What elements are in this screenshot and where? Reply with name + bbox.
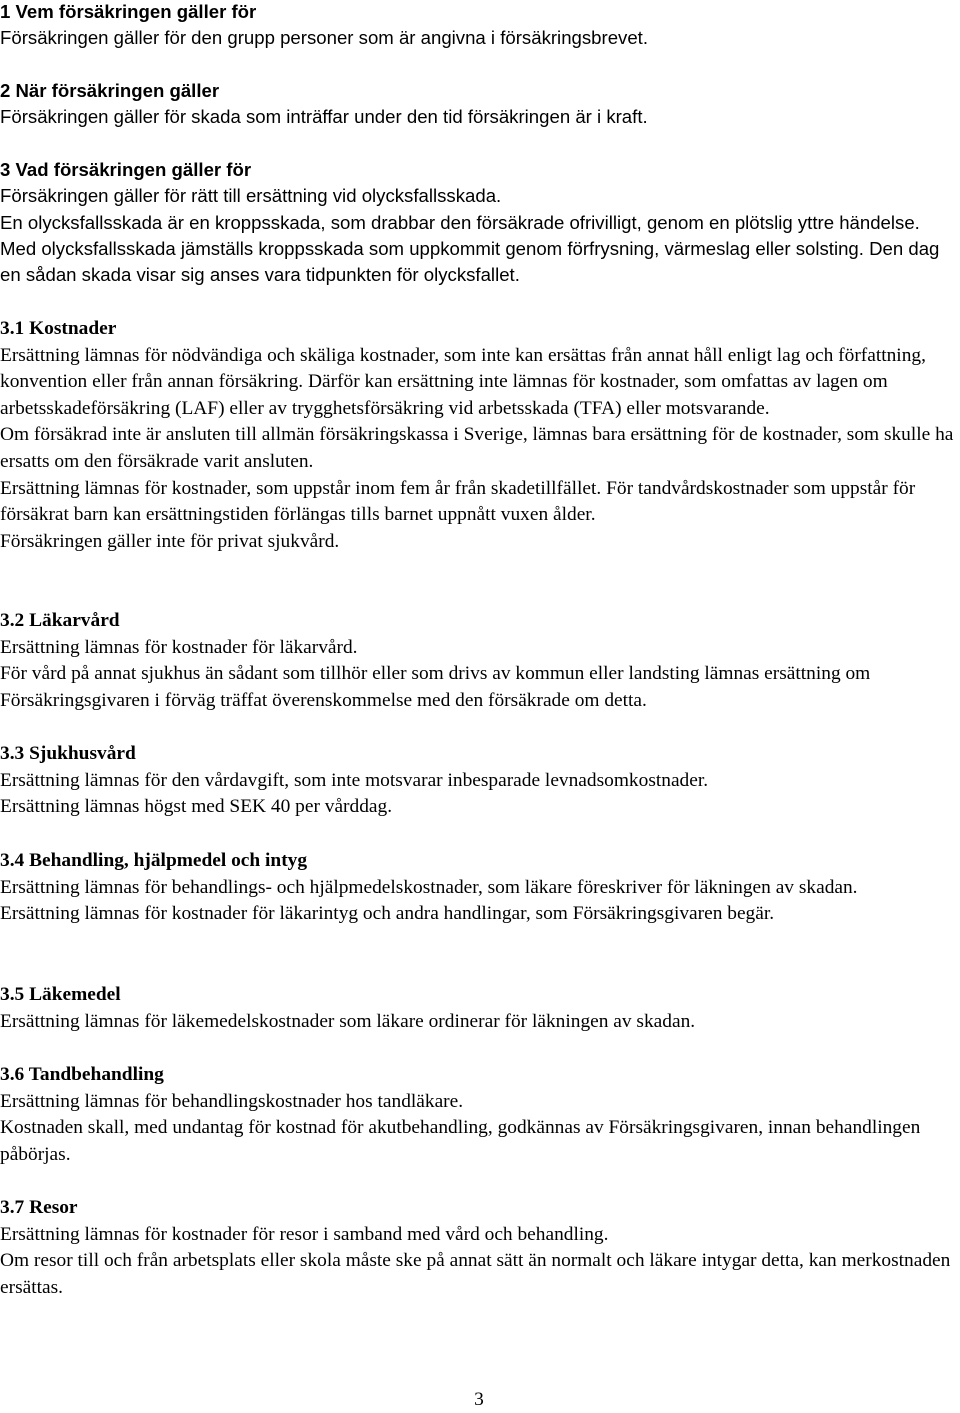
section-3-4: [0, 848, 958, 928]
section-paragraph: För vård på annat sjukhus än sådant som tillhör eller som drivs av kommun eller landsting lämnas ersättning om Försäkringsgivaren i förväg träffat överenskommelse med den försäkrade om detta.: [0, 663, 871, 711]
section-paragraph: Om resor till och från arbetsplats eller skola måste ske på annat sätt än normalt och läkare intygar detta, kan merkostnaden ersättas.: [0, 1250, 951, 1298]
section-3-7: [0, 1195, 958, 1301]
section-3-5: [0, 982, 958, 1035]
section-paragraph: Försäkringen gäller inte för privat sjukvård.: [0, 530, 340, 552]
section-paragraph: Försäkringen gäller för rätt till ersättning vid olycksfallsskada.: [0, 185, 502, 207]
section-heading: 1 Vem försäkringen gäller för: [0, 1, 257, 22]
section-paragraph: Ersättning lämnas för den vårdavgift, som inte motsvarar inbesparade levnadsomkostnader.: [0, 769, 709, 791]
section-3-1: [0, 316, 958, 555]
section-heading: 3.4 Behandling, hjälpmedel och intyg: [0, 850, 308, 871]
section-paragraph: Ersättning lämnas för kostnader för läkarintyg och andra handlingar, som Försäkringsgivaren begär.: [0, 903, 775, 925]
section-3-6: [0, 1062, 958, 1168]
section-heading: 3.7 Resor: [0, 1197, 78, 1218]
section-3-2: [0, 608, 958, 714]
section-paragraph: Ersättning lämnas för behandlings- och hjälpmedelskostnader, som läkare föreskriver för läkningen av skadan.: [0, 876, 858, 898]
section-3-3: [0, 741, 958, 821]
section-paragraph: Försäkringen gäller för skada som inträffar under den tid försäkringen är i kraft.: [0, 106, 648, 128]
section-paragraph: Ersättning lämnas högst med SEK 40 per vårddag.: [0, 796, 393, 818]
section-paragraph: Ersättning lämnas för nödvändiga och skäliga kostnader, som inte kan ersättas från annat håll enligt lag och författning, konvention eller från annan försäkring. Därför kan ersättning inte lämnas för kostnader, som omfattas av lagen om arbetsskadeförsäkring (LAF) eller av trygghetsförsäkring vid arbetsskada (TFA) eller motsvarande.: [0, 344, 926, 419]
section-2: [0, 78, 958, 131]
section-heading: 3.1 Kostnader: [0, 318, 117, 339]
section-heading: 3.6 Tandbehandling: [0, 1064, 164, 1085]
section-paragraph: Ersättning lämnas för kostnader för resor i samband med vård och behandling.: [0, 1223, 609, 1245]
section-3: [0, 157, 958, 288]
section-paragraph: Kostnaden skall, med undantag för kostnad för akutbehandling, godkännas av Försäkringsgivaren, innan behandlingen påbörjas.: [0, 1117, 921, 1165]
section-heading: 2 När försäkringen gäller: [0, 80, 220, 101]
section-paragraph: Ersättning lämnas för läkemedelskostnader som läkare ordinerar för läkningen av skadan.: [0, 1010, 696, 1032]
section-paragraph: Ersättning lämnas för kostnader för läkarvård.: [0, 636, 358, 658]
section-heading: 3.5 Läkemedel: [0, 984, 121, 1005]
section-paragraph: Ersättning lämnas för kostnader, som uppstår inom fem år från skadetillfället. För tandvårdskostnader som uppstår för försäkrat barn kan ersättningstiden förlängas tills barnet uppnått vuxen ålder.: [0, 477, 916, 526]
page-number: 3: [474, 1389, 484, 1410]
section-heading: 3.3 Sjukhusvård: [0, 743, 136, 764]
section-heading: 3.2 Läkarvård: [0, 610, 120, 631]
section-paragraph: Ersättning lämnas för behandlingskostnader hos tandläkare.: [0, 1090, 464, 1112]
section-paragraph: Om försäkrad inte är ansluten till allmän försäkringskassa i Sverige, lämnas bara ersättning för de kostnader, som skulle ha ersatts om den försäkrade varit ansluten.: [0, 424, 954, 472]
section-paragraph: En olycksfallsskada är en kroppsskada, som drabbar den försäkrade ofrivilligt, genom en plötslig yttre händelse. Med olycksfallsskada jämställs kroppsskada som uppkommit genom förfrysning, värmeslag eller solsting. Den dag en sådan skada visar sig anses vara tidpunkten för olycksfallet.: [0, 211, 940, 286]
section-heading: 3 Vad försäkringen gäller för: [0, 159, 252, 180]
section-paragraph: Försäkringen gäller för den grupp personer som är angivna i försäkringsbrevet.: [0, 27, 649, 49]
section-1: [0, 0, 958, 52]
